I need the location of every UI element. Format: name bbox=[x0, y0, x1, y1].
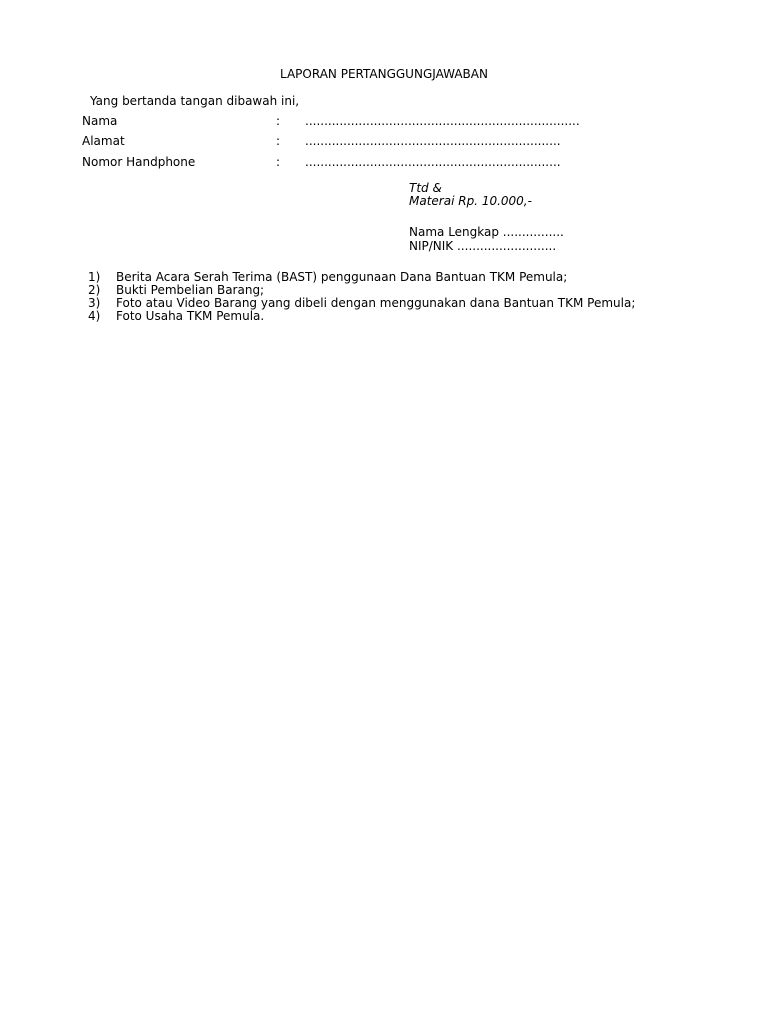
signature-nama-lengkap: Nama Lengkap ................ bbox=[409, 225, 564, 239]
field-label-nama: Nama bbox=[82, 114, 118, 128]
list-item: Berita Acara Serah Terima (BAST) penggunaan Dana Bantuan TKM Pemula; bbox=[116, 270, 568, 284]
list-item: Bukti Pembelian Barang; bbox=[116, 283, 265, 297]
field-colon: : bbox=[276, 155, 281, 169]
field-blank-nomor-handphone: ................................................................... bbox=[305, 155, 561, 169]
field-blank-alamat: ................................................................... bbox=[305, 134, 561, 148]
list-item-number: 4) bbox=[88, 309, 101, 323]
field-colon: : bbox=[276, 134, 281, 148]
list-item: Foto Usaha TKM Pemula. bbox=[116, 309, 265, 323]
document-title: LAPORAN PERTANGGUNGJAWABAN bbox=[280, 67, 488, 81]
signature-materai: Materai Rp. 10.000,- bbox=[409, 194, 532, 208]
signature-nip-nik: NIP/NIK .......................... bbox=[409, 239, 557, 253]
field-colon: : bbox=[276, 114, 281, 128]
list-item-number: 1) bbox=[88, 270, 101, 284]
field-blank-nama: ........................................................................ bbox=[305, 114, 580, 128]
list-item-number: 2) bbox=[88, 283, 101, 297]
intro-text: Yang bertanda tangan dibawah ini, bbox=[90, 94, 300, 108]
list-item-number: 3) bbox=[88, 296, 101, 310]
field-label-alamat: Alamat bbox=[82, 134, 125, 148]
list-item: Foto atau Video Barang yang dibeli dengan menggunakan dana Bantuan TKM Pemula; bbox=[116, 296, 636, 310]
signature-ttd: Ttd & bbox=[409, 181, 442, 195]
field-label-nomor-handphone: Nomor Handphone bbox=[82, 155, 196, 169]
